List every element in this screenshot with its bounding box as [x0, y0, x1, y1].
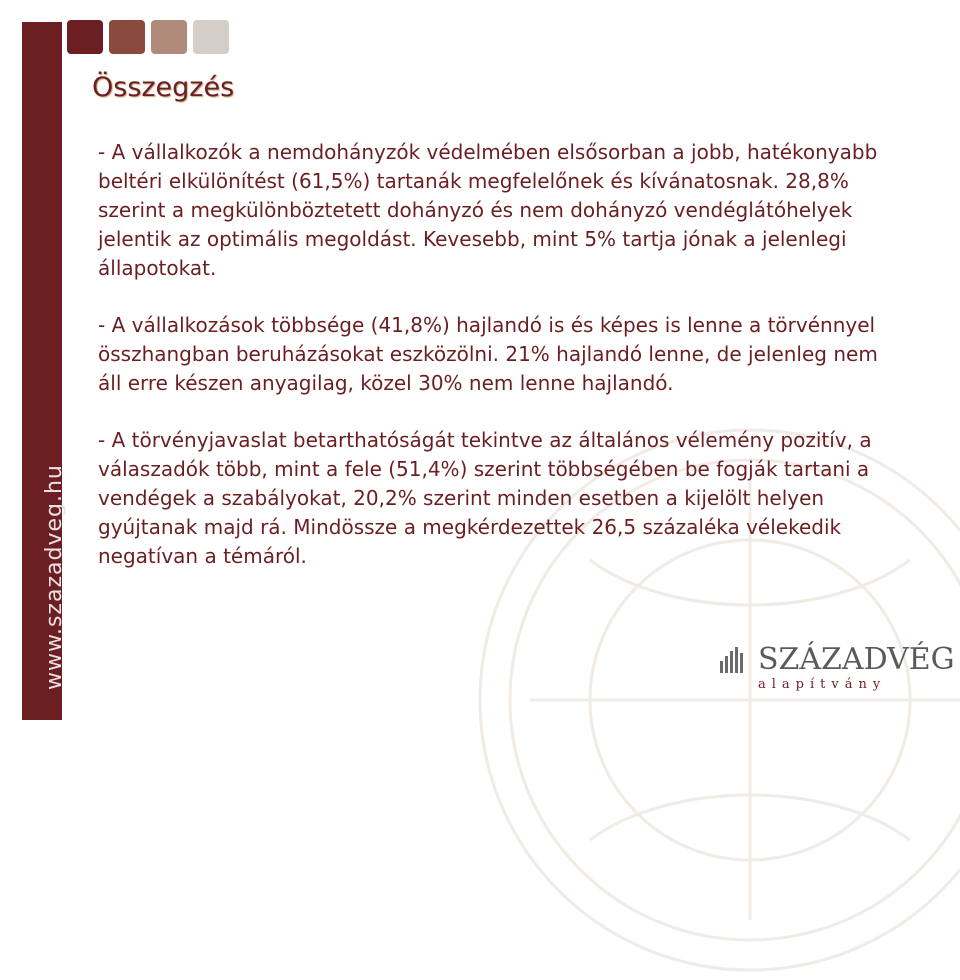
- square-3: [151, 20, 187, 54]
- logo-subtitle: alapítvány: [758, 677, 887, 692]
- logo-bars-icon: [720, 647, 748, 673]
- square-2: [109, 20, 145, 54]
- decorative-squares: [67, 20, 229, 54]
- paragraph-1: - A vállalkozók a nemdohányzók védelmében elsősorban a jobb, hatékonyabb beltéri elkülönítést (61,5%) tartanák megfelelőnek és kívánatosnak. 28,8% szerint a megkülönböztetett dohányzó és nem dohányzó vendéglátóhelyek jelentik az optimális megoldást. Kevesebb, mint 5% tartja jónak a jelenlegi állapotokat.: [98, 140, 878, 280]
- slide-title: Összegzés: [92, 72, 235, 103]
- paragraph-2: - A vállalkozások többsége (41,8%) hajlandó is és képes is lenne a törvénnyel összhangban beruházásokat eszközölni. 21% hajlandó lenne, de jelenleg nem áll erre készen anyagilag, közel 30% nem lenne hajlandó.: [98, 313, 878, 395]
- square-4: [193, 20, 229, 54]
- slide-content: [98, 138, 898, 599]
- sidebar-url: www.szazadveg.hu: [42, 464, 67, 690]
- szazadveg-logo: [720, 642, 955, 703]
- square-1: [67, 20, 103, 54]
- logo-name: SZÁZADVÉG: [758, 642, 955, 677]
- paragraph-3: - A törvényjavaslat betarthatóságát tekintve az általános vélemény pozitív, a válaszadók több, mint a fele (51,4%) szerint többségében be fogják tartani a vendégek a szabályokat, 20,2% szerint minden esetben a kijelölt helyen gyújtanak majd rá. Mindössze a megkérdezettek 26,5 százaléka vélekedik negatívan a témáról.: [98, 428, 872, 568]
